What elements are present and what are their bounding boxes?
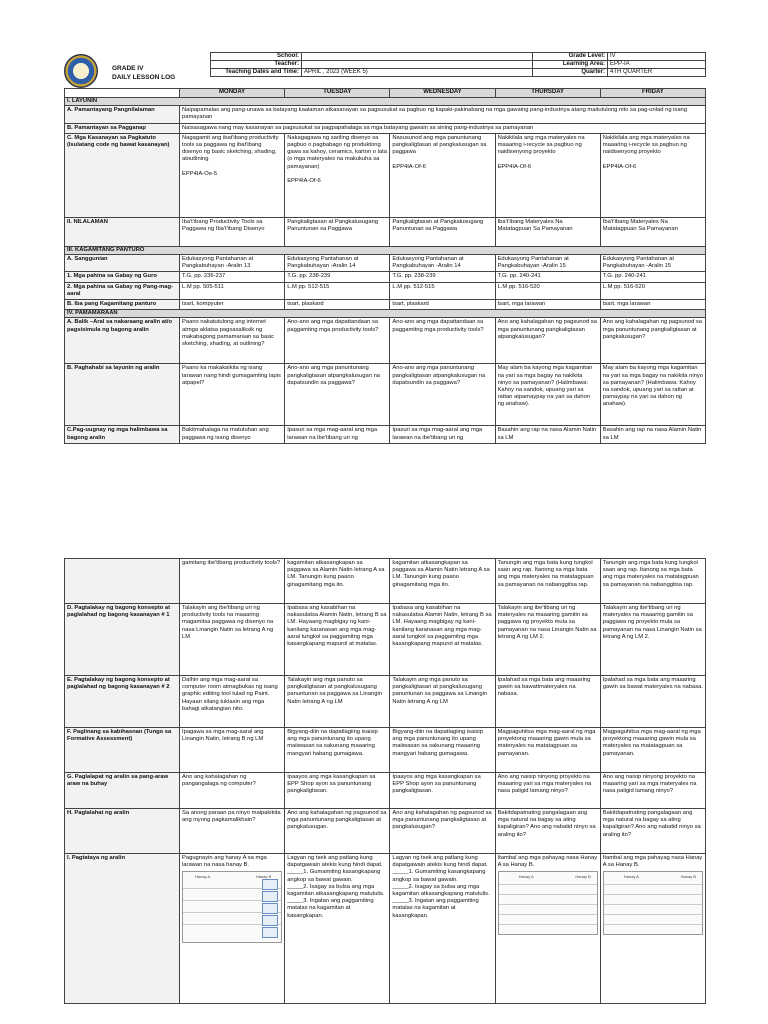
day-cell: Nasusunod ang mga panuntunang pangkaligtasan at pangkalusugan sa paggawa EPP4IA-Of-6 (390, 133, 495, 217)
section-pamamaraan: IV. PAMAMARAAN (65, 310, 706, 318)
day-cell: Basahin ang rap na nasa Alamin Natin sa LM (495, 426, 600, 444)
matching-worksheet-image (182, 871, 282, 943)
day-cell: kagamitan atkasangkapan sa paggawa sa Alamin Natin letrang A sa LM. Tanungin kung paano ginagamitang mga ito. (390, 559, 495, 604)
day-cell: gamitang ibe'tibang productivity tools? (180, 559, 285, 604)
day-cell: Ipaayos ang mga kasangkapan sa EPP Shop ayon sa panuntunang pangkaligtasan. (285, 773, 390, 809)
day-cell: May alam ba kayong mga kagamitan na yari sa mga bagay na nakikita ninyo sa pamayanan? (Halimbawa: Kahoy na sandok, upuang yari sa rattan atpamaypay na yari sa dahon ng anahaw). (495, 364, 600, 426)
row-label: G. Paglalapat ng aralin sa pang-araw araw na buhay (65, 773, 180, 809)
row-iba-pang-kagamitan (65, 300, 706, 310)
day-cell: Edukasyong Pantahanan at Pangkabuhayan -Aralin 15 (600, 255, 705, 272)
learning-area-label: Learning Area: (533, 61, 608, 69)
day-cell: Nakikilala ang mga materyales na maaaring i-recycle sa pagbuo ng naidisenyong proyekto EPP4IA-Of-6 (600, 133, 705, 217)
day-cell: Talakayin ang mga panuto sa pangkaligtasan at pangkalusugang panuntunan sa paggawa sa Linangin Natin letrang A ng LM (390, 676, 495, 728)
learning-area-value: EPP-IA (608, 61, 706, 69)
hanay-b-caption: Hanay B (255, 874, 272, 880)
log-title: DAILY LESSON LOG (112, 74, 176, 81)
day-cell: Edukasyong Pantahanan at Pangkabuhayan -Aralin 13 (180, 255, 285, 272)
section-row (65, 98, 706, 106)
day-cell: Bakitdapatnating pangalagaan ang mga natural na bagay sa ating kapaligiran? Ano ang nabatid ninyo sa araling ito? (600, 809, 705, 854)
row-merged-text: Naisasagawa nang may kasanayan sa pagsusukat sa pagpapahalaga sa mga batayang gawain sa sining pang-industriya sa pamayanan (180, 123, 706, 133)
day-cell: Ano ang kahalagahan ng pagsunod sa mga panuntunang pangkaligtasan at pangkalusugan? (600, 318, 705, 364)
day-cell: Nakagagawa ng sariling disenyo sa pagbuo o pagbabago ng produktong gawa sa kahoy, ceramics, karton o lata (o mga materyales na makukuha sa pamayanan) EPP4IA-Of-6 (285, 133, 390, 217)
section-kagamitan: III. KAGAMITANG PANTURO (65, 246, 706, 254)
day-cell: Ipalahad sa mga bata ang maaaring gawin sa bawattmateryales na nabasa. (495, 676, 600, 728)
day-header: WEDNESDAY (390, 89, 495, 98)
day-cell: Talakayin ang mga panuto sa pangkaligtasan at pangkalusugang panuntunan sa paggawa sa Linangin Natin letrang A ng LM (285, 676, 390, 728)
section-row (65, 310, 706, 318)
matching-worksheet-image (498, 871, 598, 935)
day-cell: L.M pp. 516-520 (495, 282, 600, 299)
hanay-a-caption: Hanay A (195, 874, 211, 880)
day-cell: Tanungin ang mga bata kung tungkol saan ang rap. Itanong sa mga bata ang mga materyales na matatagpuan sa pamayanan na nabanggitsa rap. (600, 559, 705, 604)
day-cell: Ano-ano ang mga dapattandaan sa paggamitng mga productivity tools? (285, 318, 390, 364)
day-cell: tsart, mga larawan (495, 300, 600, 310)
section-layunin: I. LAYUNIN (65, 98, 706, 106)
day-cell: Bakitmahalaga na matutuhan ang paggawa ng isang disenyo (180, 426, 285, 444)
worksheet-line (604, 884, 702, 885)
day-cell (495, 854, 600, 1004)
day-cell: tsart, plaskard (390, 300, 495, 310)
day-cell: T.G. pp. 240-241 (495, 272, 600, 282)
tool-picture-icon (262, 891, 278, 902)
day-cell: Edukasyong Pantahanan at Pangkabuhayan -Aralin 15 (495, 255, 600, 272)
day-cell: Nagagamit ang ibat'ibang productivity tools sa paggawa ng ibat'ibang disenyo ng basic sketching, shading, atoutlining EPP4IA-Oe-5 (180, 133, 285, 217)
day-header-row (65, 89, 706, 98)
day-cell: Tanungin ang mga bata kung tungkol saan ang rap. Itanong sa mga bata ang mga materyales na matatagpuan sa pamayanan na nabanggitsa rap. (495, 559, 600, 604)
row-paglalahat (65, 809, 706, 854)
day-cell: Sa anong paraan pa ninyo maipakikita ang inyong pagkamalikhain? (180, 809, 285, 854)
quarter-label: Quarter: (533, 69, 608, 77)
day-cell-text: Pagugnayin ang hanay A sa mga larawan na nasa hanay B. (182, 855, 267, 869)
row-pag-uugnay (65, 426, 706, 444)
row-label: F. Paglinang sa kabihasnan (Tungo sa Formative Assessment) (65, 728, 180, 773)
quarter-value: 4TH QUARTER (608, 69, 706, 77)
row-label: E. Pagtalakay ng bagong konsepto at paglalahad ng bagong kasanayan # 2 (65, 676, 180, 728)
lesson-log-page-2 (64, 558, 706, 1004)
day-cell: Iba't'ibang Materyales Na Matatagpuan Sa Pamayanan (600, 217, 705, 246)
day-cell: L.M pp. 505-511 (180, 282, 285, 299)
day-cell: Bigyang-diin na dapatlagiing isaisip ang mga panuntunang ito upang maiiwasan sa sakunang maaaring mangyari habang gumagawa. (285, 728, 390, 773)
day-header: THURSDAY (495, 89, 600, 98)
row-paglalapat (65, 773, 706, 809)
worksheet-line (604, 904, 702, 905)
day-cell: L.M pp. 512-515 (390, 282, 495, 299)
day-cell: T.G. pp. 238-239 (285, 272, 390, 282)
day-cell: Paano ka makakaikita ng isang larawan nang hindi gumagamitng lapis atpapel? (180, 364, 285, 426)
day-cell: Ano ang kahalagahan ng pagsunod sa mga panuntunang pangkaligtasan atpangkalusugan? (495, 318, 600, 364)
row-pamantayang-pangnilalaman (65, 106, 706, 123)
day-cell: Dalhin ang mga mag-aaral sa computer room atmagbukas ng isang graphic editing tool tulad ng Paint. Hayaan silang tuklasin ang mga bahagi atkatangian nito. (180, 676, 285, 728)
day-cell: Pangkaligtasan at Pangkalusugang Panuntunan sa Paggawa (285, 217, 390, 246)
day-cell: Ano ang kahalagahan ng pagsunod sa mga panuntunang pangkaligtasan at pangkalusugan? (390, 809, 495, 854)
row-label: A. Pamantayang Pangnilalaman (65, 106, 180, 123)
hanay-a-caption: Hanay A (623, 874, 639, 880)
row-label: D. Pagtalakay ng bagong konsepto at paglalahad ng bagong kasanayan # 1 (65, 604, 180, 676)
day-cell: Ipabasa ang kasabihan na nakasulatsa Alamin Natin, letrang B sa LM. Hayaang magbigay ng kani-kanilang karanasan ang mga mag-aaral tungkol sa paggamitng mga kasangkapang mapurol at matalas. (285, 604, 390, 676)
row-label-empty (65, 559, 180, 604)
day-cell: Ipagawa sa mga mag-aaral ang Linangin Natin, letrang B ng LM (180, 728, 285, 773)
day-cell-text: Itambal ang mga pahayag nasa Hanay A sa Hanay B. (497, 855, 598, 869)
day-cell: Ipabasa ang kasabihan na nakasulatsa Alamin Natin, letrang B sa LM. Hayaang magbigay ng kani-kanilang karanasan ang mga mag-aaral tungkol sa paggamitng mga kasangkapang mapurol at matalas. (390, 604, 495, 676)
row-label: C. Mga Kasanayan sa Pagkatuto (Isulatang code ng bawat kasanayan) (65, 133, 180, 217)
day-cell: Bigyang-diin na dapatlagiing isaisip ang mga panuntunang ito upang maiiwasan sa sakunang maaaring mangyari habang gumagawa. (390, 728, 495, 773)
day-cell: T.G. pp. 240-241 (600, 272, 705, 282)
day-cell: L.M pp. 512-515 (285, 282, 390, 299)
teacher-label: Teacher: (211, 61, 302, 69)
day-cell: tsart, plaskard (285, 300, 390, 310)
school-value (302, 53, 533, 61)
row-pagtalakay-1 (65, 604, 706, 676)
worksheet-line (499, 894, 597, 895)
day-cell: May alam ba kayong mga kagamitan na yari sa mga bagay na nakikita ninyo sa pamayanan? (Halimbawa: Kahoy na sandok, upuang yari sa rattan at pamaypay na yari sa dahon ng anahaw). (600, 364, 705, 426)
day-cell: Ipasuri sa mga mag-aaral ang mga larawan na ibe'tibang uri ng (285, 426, 390, 444)
deped-seal-icon (64, 54, 98, 88)
day-cell (180, 854, 285, 1004)
tool-picture-icon (262, 903, 278, 914)
day-cell: Lagyan ng tsek ang patlang kung dapatgawain atekis kung hindi dapat. _____1. Gumamiting kasangkapang angkop sa bawat gawain. _____2. Isagay sa bulsa ang mga kagamitan atkasangkapang matutulis. _____3. Ingatan ang paggamiting matalas na kagamitan at kasangkapan. (285, 854, 390, 1004)
row-pag-uugnay-continued (65, 559, 706, 604)
day-cell: Lagyan ng tsek ang patlang kung dapatgawain atekis kung hindi dapat. _____1. Gumamiting kasangkapang angkop sa bawat gawain. _____2. Isagay sa bulsa ang mga kagamitan atkasangkapang matutulis. _____3. Ingatan ang paggamiting matalas na kagamitan at kasangkapan. (390, 854, 495, 1004)
day-cell: Ipalahad sa mga bata ang maaaring gawin sa bawat materyales na nabasa. (600, 676, 705, 728)
row-label: A. Balik –Aral sa nakaraang aralin at/o pagsisimula ng bagong aralin (65, 318, 180, 364)
tool-picture-icon (262, 879, 278, 890)
day-header: FRIDAY (600, 89, 705, 98)
tool-picture-icon (262, 915, 278, 926)
row-label: I. Pagtataya ng aralin (65, 854, 180, 1004)
hanay-b-caption: Hanay B (680, 874, 696, 880)
dates-value: APRIL , 2023 (WEEK 5) (302, 69, 533, 77)
row-gabay-guro (65, 272, 706, 282)
day-cell: Ano ang naisip ninyong proyekto na maaaring yari sa mga materyales na nasa paligid lamang ninyo? (600, 773, 705, 809)
teacher-value (302, 61, 533, 69)
hanay-a-caption: Hanay A (518, 874, 534, 880)
day-cell: Ano ang kahalagahan ng pagsunod sa mga panuntunang pangkaligtasan at pangkalusugan. (285, 809, 390, 854)
row-label: H. Paglalahat ng aralin (65, 809, 180, 854)
day-cell: Ano ang naisip ninyong proyekto na maaaring yari sa mga materyales na nasa paligid lamang ninyo? (495, 773, 600, 809)
day-cell: Iba't'ibang Productivity Tools sa Paggawa ng Iba't'ibang Disenyo (180, 217, 285, 246)
header-info-table (210, 52, 706, 77)
day-cell: Ano-ano ang mga panuntunang pangkaligtasan atpangkalusugan na dapatsundin sa paggawa? (390, 364, 495, 426)
day-cell: Magpaguhitsa mga mag-aaral ng mga proyektong maaaring gawin mula sa materyales na matatagpuan sa pamayanan. (600, 728, 705, 773)
worksheet-line (604, 914, 702, 915)
lesson-log-page-1 (64, 52, 706, 444)
day-cell: Iba't'ibang Materyales Na Matatagpuan Sa Pamayanan (495, 217, 600, 246)
day-cell: Ano-ano ang mga dapattandaan sa paggamitng mga productivity tools? (390, 318, 495, 364)
day-cell: T.G. pp. 238-239 (390, 272, 495, 282)
row-paglinang (65, 728, 706, 773)
day-cell: Basahin ang rap na nasa Alamin Natin sa LM (600, 426, 705, 444)
hanay-b-caption: Hanay B (575, 874, 591, 880)
day-cell: Ano ang kahalagahan ng pangangalaga ng computer? (180, 773, 285, 809)
row-pagtalakay-2 (65, 676, 706, 728)
lesson-table-page-1 (64, 88, 706, 444)
day-header: MONDAY (180, 89, 285, 98)
grade-title-block (112, 64, 175, 82)
blank-header (65, 89, 180, 98)
lesson-table-page-2 (64, 558, 706, 1004)
row-label: 1. Mga pahina sa Gabay ng Guro (65, 272, 180, 282)
row-merged-text: Naipapamalas ang pang-unawa sa batayang kaalaman atkasanayan sa pagsusukat sa pagbuo ng kapaki-pakinabang na mga gawaing pang-industriya atang maitutulong nito sa pag-unlad ng isang pamayanan (180, 106, 706, 123)
row-label: B. Iba pang Kagamitang panturo (65, 300, 180, 310)
row-label: A. Sanggunian (65, 255, 180, 272)
dates-label: Teaching Dates and Time: (211, 69, 302, 77)
row-kasanayan (65, 133, 706, 217)
worksheet-line (499, 924, 597, 925)
row-sanggunian (65, 255, 706, 272)
grade-level-value: IV (608, 53, 706, 61)
day-cell: T.G. pp. 236-237 (180, 272, 285, 282)
row-pamantayan-pagganap (65, 123, 706, 133)
day-cell: Nakikilala ang mga materyales na maaaring i-recycle sa pagbuo ng naidisenyong proyekto EPP4IA-Of-6 (495, 133, 600, 217)
worksheet-line (499, 884, 597, 885)
day-cell: Pangkaligtasan at Pangkalusugang Panuntunan sa Paggawa (390, 217, 495, 246)
row-nilalaman (65, 217, 706, 246)
row-label: B. Paghahabi sa layunin ng aralin (65, 364, 180, 426)
day-cell: tsart, mga larawan (600, 300, 705, 310)
day-cell: Talakayin ang ibe'tibang uri ng productivity tools na maaaring magamitsa paggawa ng disenyo na nasa Linangin Natin sa letrang A ng LM (180, 604, 285, 676)
row-label: 2. Mga pahina sa Gabay ng Pang-mag-aaral (65, 282, 180, 299)
day-cell: kagamitan atkasangkapan sa paggawa sa Alamin Natin letrang A sa LM. Tanungin kung paano ginagamitang mga ito. (285, 559, 390, 604)
worksheet-line (604, 894, 702, 895)
day-cell: Ipasuri sa mga mag-aaral ang mga larawan na ibe'tibang uri ng (390, 426, 495, 444)
row-pagtataya (65, 854, 706, 1004)
section-row (65, 246, 706, 254)
grade-title: GRADE IV (112, 65, 144, 72)
row-paghahabi (65, 364, 706, 426)
day-cell: Talakayin ang ibe'tibang uri ng materyales na maaaring gamitin sa paggawa ng proyekto mula sa pamayanan na nasa Linangin Natin sa letrang A ng LM 2. (600, 604, 705, 676)
day-cell: tsart, kompyuter (180, 300, 285, 310)
school-label: School: (211, 53, 302, 61)
row-label: C.Pag-uugnay ng mga halimbawa sa bagong aralin (65, 426, 180, 444)
lesson-log-header (64, 52, 706, 88)
row-balik-aral (65, 318, 706, 364)
worksheet-line (499, 914, 597, 915)
day-cell: Magpaguhitsa mga mag-aaral ng mga proyektong maaaring gawin mula sa materyales na matatagpuan sa pamayanan. (495, 728, 600, 773)
worksheet-line (499, 904, 597, 905)
day-cell: Paano nakatutulong ang internet atmga aklatsa pagsasaliksik ng makabagong pamamaraan sa basic sketching, shading, at outlining? (180, 318, 285, 364)
day-cell: Ano-ano ang mga panuntunang pangkaligtasan atpangkalusugan na dapatsundin sa paggawa? (285, 364, 390, 426)
row-gabay-mag-aaral (65, 282, 706, 299)
day-cell (600, 854, 705, 1004)
day-header: TUESDAY (285, 89, 390, 98)
day-cell-text: Itambal ang mga pahayag nasa Hanay A sa Hanay B. (602, 855, 703, 869)
day-cell: Edukasyong Pantahanan at Pangkabuhayan -Aralin 14 (390, 255, 495, 272)
tool-picture-icon (262, 927, 278, 938)
row-label: B. Pamantayan sa Pagganap (65, 123, 180, 133)
matching-worksheet-image (603, 871, 703, 935)
day-cell: Talakayin ang ibe'tibang uri ng materyales na maaaring gamitin sa paggawa ng proyekto mula sa pamayanan na nasa Linangin Natin sa letrang A ng LM 2. (495, 604, 600, 676)
worksheet-line (604, 924, 702, 925)
day-cell: Bakitdapatnating pangalagaan ang mga natural na bagay sa ating kapaligiran? Ano ang nabatid ninyo sa araling ito? (495, 809, 600, 854)
day-cell: Edukasyong Pantahanan at Pangkabuhayan -Aralin 14 (285, 255, 390, 272)
day-cell: L.M pp. 516-520 (600, 282, 705, 299)
day-cell: Ipaayos ang mga kasangkapan sa EPP Shop ayon sa panuntunang pangkaligtasan. (390, 773, 495, 809)
grade-level-label: Grade Level: (533, 53, 608, 61)
row-label: II. NILALAMAN (65, 217, 180, 246)
